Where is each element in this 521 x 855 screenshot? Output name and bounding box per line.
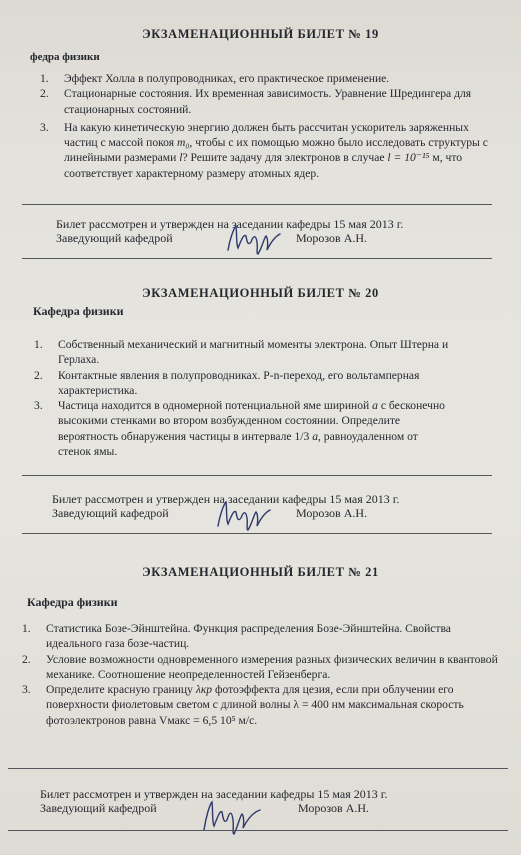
signature-icon [212, 496, 272, 532]
department-name: Кафедра физики [33, 304, 124, 318]
question-text: Контактные явления в полупроводниках. P-n-переход, его вольтамперная характеристика. [58, 368, 420, 397]
question-text: , равноудаленном от стенок ямы. [58, 429, 418, 459]
head-name: Морозов А.Н. [296, 506, 368, 520]
question-number: 1. [40, 72, 49, 85]
approval-text: Билет рассмотрен и утвержден на заседании кафедры 15 мая 2013 г. [56, 217, 404, 231]
question-text: , чтобы с их помощью можно было исследовать структуры с линейными размерами [64, 136, 488, 165]
question-number: 2. [34, 368, 43, 382]
divider-line [22, 475, 492, 476]
question-number: 2. [40, 87, 49, 101]
ticket-title: ЭКЗАМЕНАЦИОННЫЙ БИЛЕТ № 20 [142, 286, 379, 300]
formula-red-boundary: λкр [195, 683, 213, 697]
divider-line [22, 204, 492, 205]
question-item [40, 71, 500, 86]
head-label: Заведующий кафедрой [40, 801, 157, 815]
head-name: Морозов А.Н. [298, 801, 370, 815]
formula-width: a [372, 399, 378, 413]
formula-width: a [312, 429, 318, 443]
question-list [22, 621, 504, 728]
question-text: с бесконечно высокими стенками во втором возбужденном состоянии. Определите вероятность обнаружения частицы в интервале 1/3 [58, 399, 445, 443]
question-number: 3. [22, 683, 31, 697]
divider-line [22, 533, 492, 534]
question-item [34, 337, 452, 368]
question-item [22, 621, 504, 652]
ticket-title: ЭКЗАМЕНАЦИОННЫЙ БИЛЕТ № 21 [142, 565, 379, 579]
head-label: Заведующий кафедрой [56, 231, 173, 245]
divider-line [8, 830, 508, 831]
head-name: Морозов А.Н. [296, 231, 368, 245]
question-text: Собственный механический и магнитный моменты электрона. Опыт Штерна и Герлаха. [58, 338, 449, 367]
signature-icon [222, 220, 282, 256]
question-text: ? Решите задачу для электронов в случае [182, 151, 388, 165]
question-text: Статистика Бозе-Эйнштейна. Функция распределения Бозе-Эйнштейна. Свойства идеального газа бозе-частиц. [46, 622, 451, 651]
department-name: федра физики [30, 51, 100, 63]
approval-text: Билет рассмотрен и утвержден на заседании кафедры 15 мая 2013 г. [52, 492, 400, 506]
question-text: Условие возможности одновременного измерения разных физических величин в квантовой механике. Соотношение неопределенностей Гейзенберга. [46, 652, 498, 681]
divider-line [8, 768, 508, 769]
question-item [40, 86, 500, 117]
question-text: фотоэффекта для цезия, если при облучении его поверхности фиолетовым светом с длиной волны λ = 400 нм максимальная скорость фотоэлектронов равна Vмакс = 6,5 10⁵ м/с. [46, 683, 464, 727]
question-item [22, 652, 504, 683]
ticket-title: ЭКЗАМЕНАЦИОННЫЙ БИЛЕТ № 19 [142, 27, 379, 41]
department-name: Кафедра физики [27, 595, 118, 609]
question-number: 2. [22, 652, 31, 666]
question-text: м, что соответствует характерному размеру атомных ядер. [64, 151, 463, 180]
question-item [34, 368, 452, 399]
question-item [22, 682, 504, 728]
question-list [34, 337, 452, 459]
question-text: На какую кинетическую энергию должен быть рассчитан ускоритель заряженных частиц с массой покоя [64, 120, 469, 150]
question-text: Стационарные состояния. Их временная зависимость. Уравнение Шредингера для стационарных состояний. [64, 87, 472, 116]
divider-line [22, 258, 492, 259]
question-text: Определите красную границу [46, 683, 196, 697]
question-item [40, 120, 500, 181]
question-text: Эффект Холла в полупроводниках, его практическое применение. [64, 72, 390, 85]
question-number: 3. [34, 399, 43, 413]
question-item [34, 398, 452, 459]
formula-length: l [179, 151, 183, 165]
question-text: Частица находится в одномерной потенциальной яме шириной [58, 399, 373, 413]
question-list [40, 71, 500, 181]
formula-length-value: l = 10⁻¹⁵ [387, 151, 430, 165]
question-number: 3. [40, 120, 49, 134]
head-label: Заведующий кафедрой [52, 506, 169, 520]
approval-text: Билет рассмотрен и утвержден на заседании кафедры 15 мая 2013 г. [40, 787, 388, 801]
question-number: 1. [22, 622, 31, 635]
formula-mass: m₀ [177, 136, 190, 150]
question-number: 1. [34, 338, 43, 351]
